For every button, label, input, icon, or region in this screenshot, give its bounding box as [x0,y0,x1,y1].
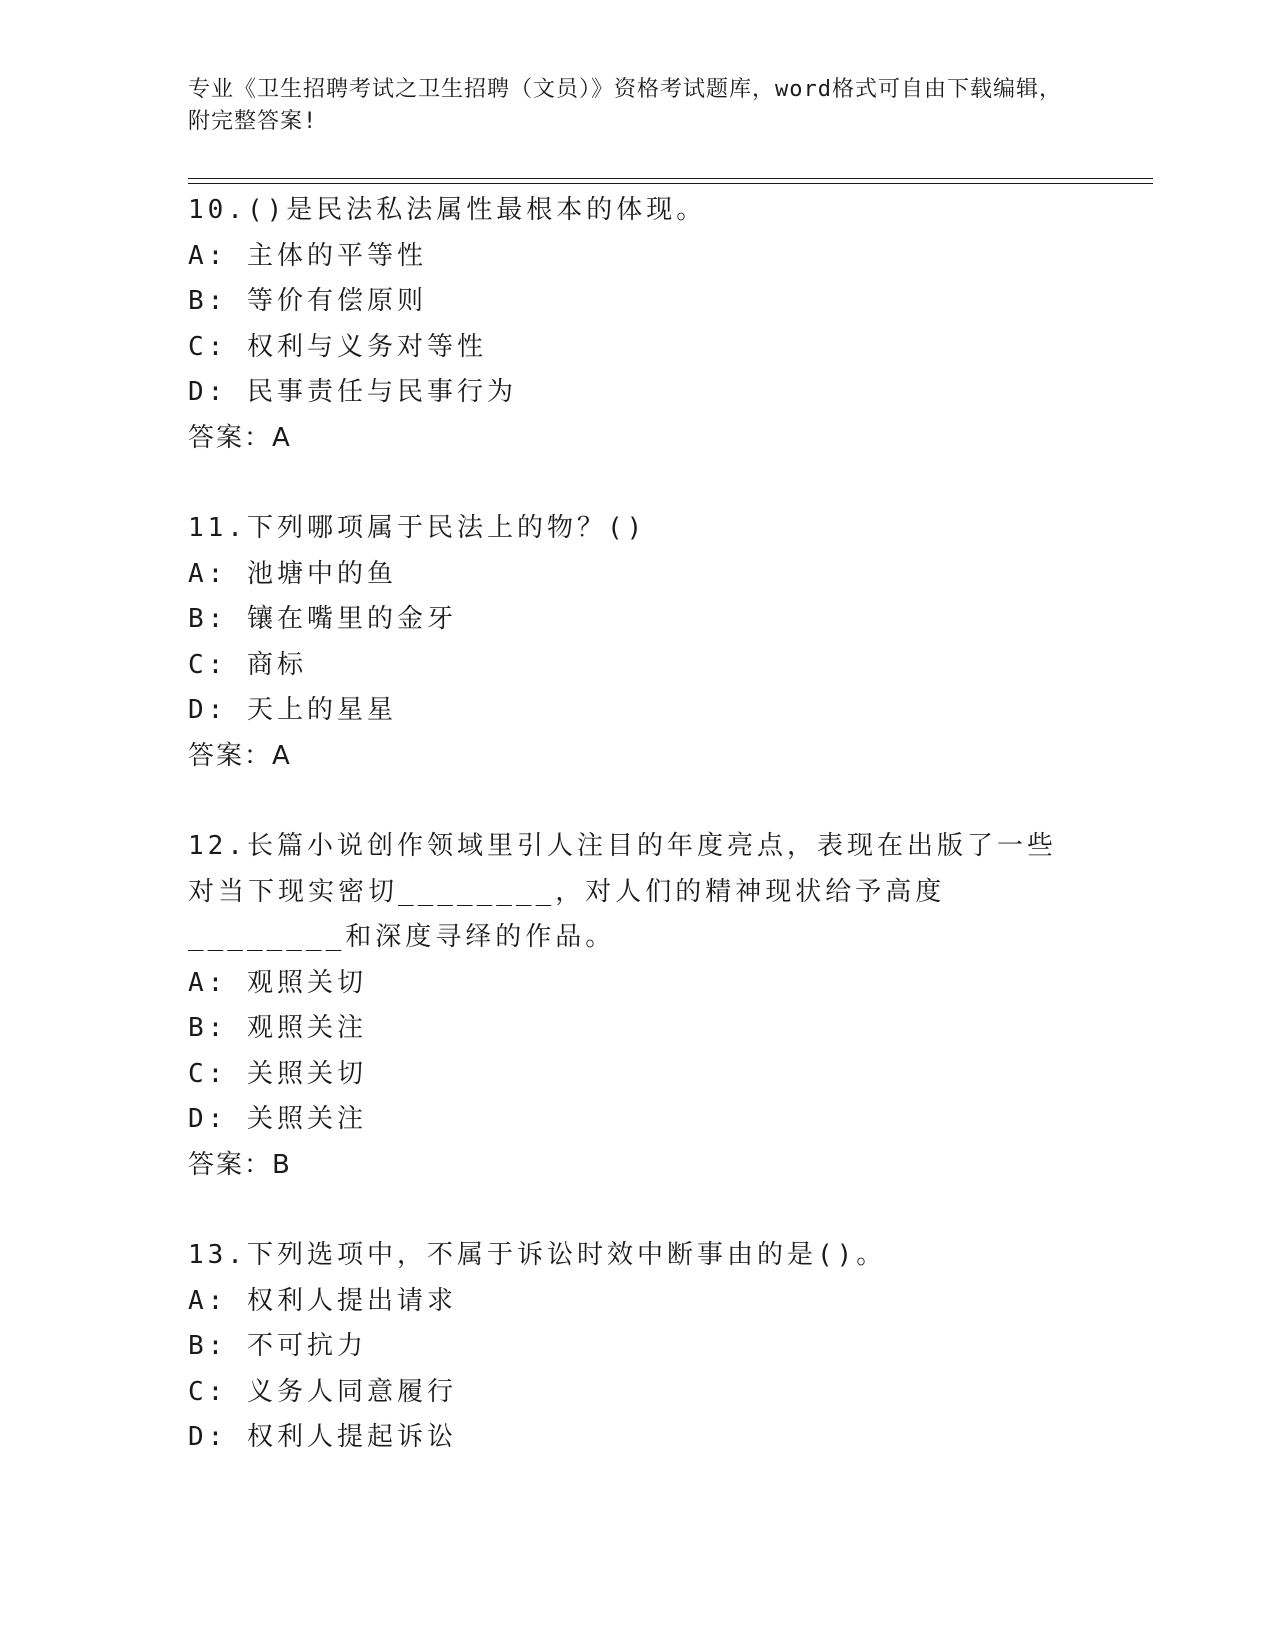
answer-label: 答案：A [188,422,292,453]
document-header [188,74,1068,138]
option-a: A: 权利人提出请求 [188,1285,457,1316]
header-divider-top [188,178,1153,179]
question-12 [188,824,1088,1188]
question-10 [188,188,1088,461]
question-stem: 11.下列哪项属于民法上的物？() [188,513,647,543]
header-intro-text: 专业《卫生招聘考试之卫生招聘（文员）》资格考试题库，word格式可自由下载编辑，附完整答案! [188,77,1062,134]
option-a: A: 主体的平等性 [188,240,427,271]
option-c: C: 商标 [188,649,307,680]
question-stem: 13.下列选项中，不属于诉讼时效中断事由的是()。 [188,1240,887,1270]
option-b: B: 等价有偿原则 [188,286,427,316]
option-b: B: 镶在嘴里的金牙 [188,604,457,634]
answer-label: 答案：A [188,740,292,771]
option-c: C: 关照关切 [188,1058,367,1089]
question-stem: 12.长篇小说创作领域里引人注目的年度亮点，表现在出版了一些对当下现实密切________，对人们的精神现状给予高度________和深度寻绎的作品。 [188,831,1057,952]
option-d: D: 权利人提起诉讼 [188,1422,457,1452]
question-list [188,188,1088,1506]
option-c: C: 权利与义务对等性 [188,331,487,362]
option-b: B: 不可抗力 [188,1331,367,1361]
question-13 [188,1233,1088,1461]
question-11 [188,506,1088,779]
option-c: C: 义务人同意履行 [188,1376,457,1407]
header-divider-bottom [188,183,1153,184]
option-d: D: 关照关注 [188,1104,367,1134]
option-d: D: 民事责任与民事行为 [188,377,517,407]
answer-label: 答案：B [188,1149,292,1180]
option-d: D: 天上的星星 [188,695,397,725]
question-stem: 10.()是民法私法属性最根本的体现。 [188,195,707,225]
option-a: A: 观照关切 [188,967,367,998]
option-a: A: 池塘中的鱼 [188,558,397,589]
option-b: B: 观照关注 [188,1013,367,1043]
